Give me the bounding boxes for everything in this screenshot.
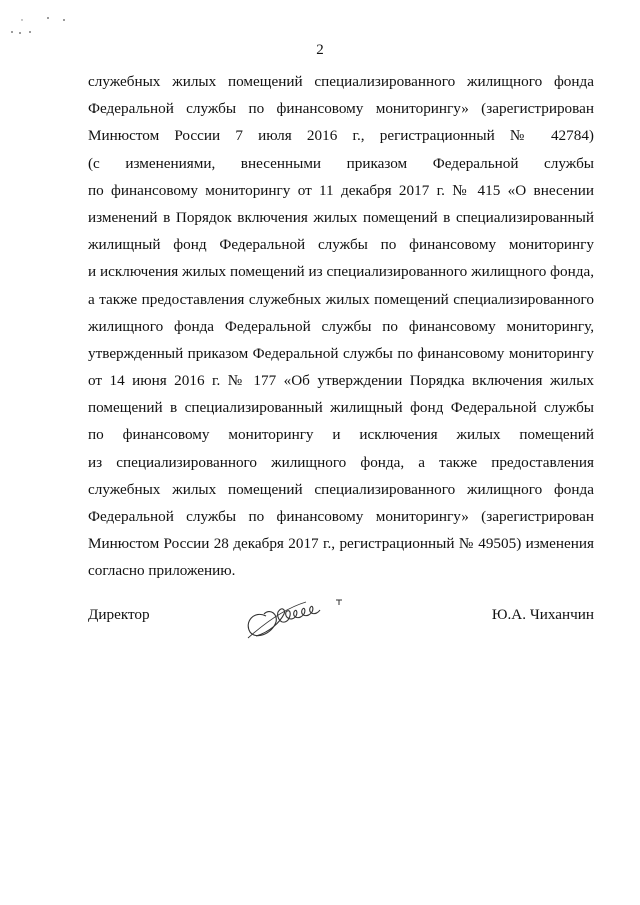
text-line: утвержденный приказом Федеральной службы по финансовому мониторингу (88, 344, 594, 362)
text-line: и исключения жилых помещений из специализированного жилищного фонда, (88, 263, 594, 281)
text-line-last: согласно приложению. (88, 562, 236, 580)
page-number: 2 (316, 42, 324, 58)
text-line: Минюстом России 7 июля 2016 г., регистрационный № 42784) (88, 127, 594, 145)
text-line: Минюстом России 28 декабря 2017 г., регистрационный № 49505) изменения (88, 535, 594, 553)
text-line: по финансовому мониторингу и исключения жилых помещений (88, 426, 594, 444)
text-line: служебных жилых помещений специализированного жилищного фонда (88, 73, 594, 90)
signer-title: Директор (88, 606, 150, 623)
text-line: а также предоставления служебных жилых помещений специализированного (88, 290, 594, 308)
signature-block (88, 598, 594, 648)
text-line: от 14 июня 2016 г. № 177 «Об утверждении Порядка включения жилых (88, 372, 594, 390)
text-line: жилищного фонда Федеральной службы по финансовому мониторингу, (88, 317, 594, 335)
handwritten-signature (236, 592, 356, 644)
text-line: жилищный фонд Федеральной службы по финансовому мониторингу (88, 236, 594, 254)
signer-name: Ю.А. Чиханчин (491, 606, 594, 623)
text-line: Федеральной службы по финансовому мониторингу» (зарегистрирован (88, 100, 594, 118)
text-line: из специализированного жилищного фонда, а также предоставления (88, 453, 594, 471)
text-line: служебных жилых помещений специализированного жилищного фонда (88, 480, 594, 498)
text-line: помещений в специализированный жилищный фонд Федеральной службы (88, 399, 594, 417)
text-line: по финансовому мониторингу от 11 декабря 2017 г. № 415 «О внесении (88, 181, 594, 199)
text-line: Федеральной службы по финансовому мониторингу» (зарегистрирован (88, 508, 594, 525)
text-line: изменений в Порядок включения жилых помещений в специализированный (88, 208, 594, 226)
body-text (88, 68, 594, 585)
text-line: (с изменениями, внесенными приказом Федеральной службы (88, 154, 594, 172)
